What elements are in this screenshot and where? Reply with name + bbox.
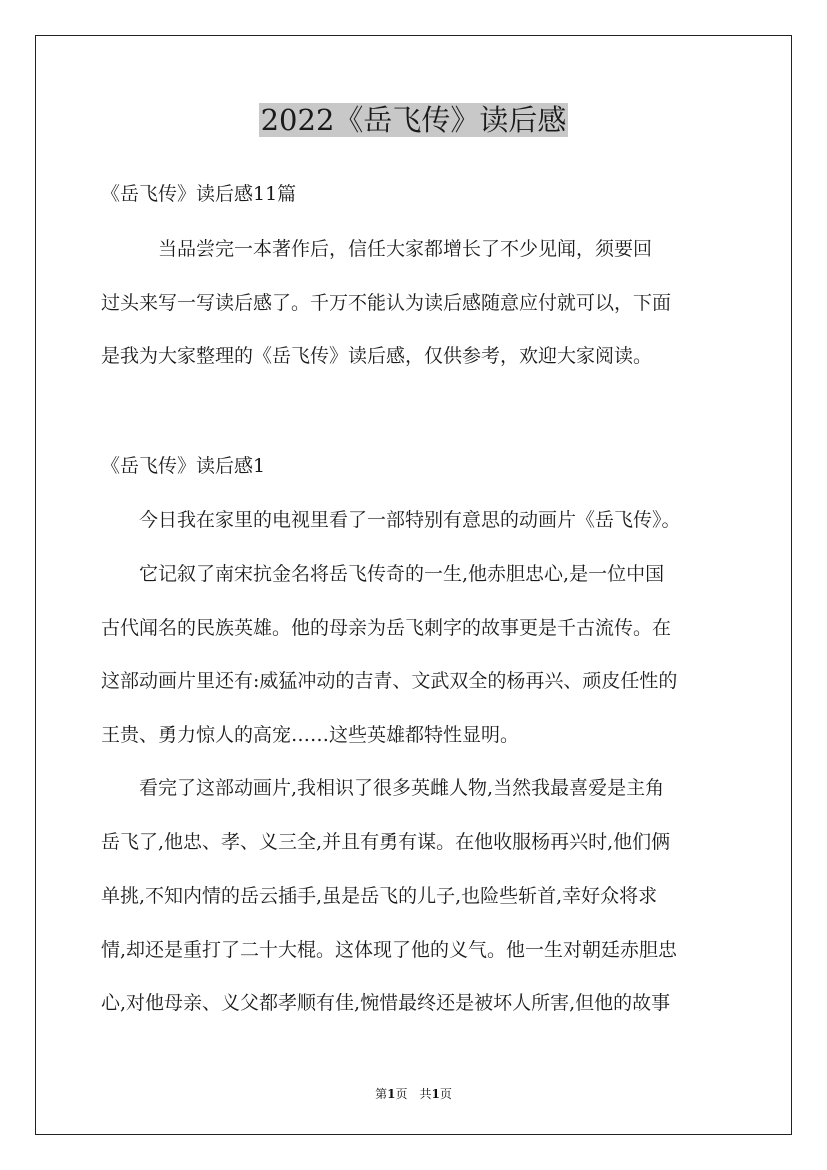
footer-page-number: 1 [387, 1087, 396, 1101]
footer-prefix: 第 [375, 1087, 388, 1101]
section-heading: 《岳飞传》读后感1 [101, 455, 266, 477]
body-line: 单挑,不知内情的岳云插手,虽是岳飞的儿子,也险些斩首,幸好众将求 [101, 885, 658, 907]
body-line: 岳飞了,他忠、孝、义三全,并且有勇有谋。在他收服杨再兴时,他们俩 [101, 831, 671, 853]
footer-mid: 页 共 [395, 1087, 432, 1101]
body-line: 古代闻名的民族英雄。他的母亲为岳飞刺字的故事更是千古流传。在 [101, 617, 672, 639]
document-subtitle: 《岳飞传》读后感11篇 [101, 183, 297, 205]
intro-line: 当品尝完一本著作后，信任大家都增长了不少见闻，须要回 [101, 238, 653, 260]
footer-suffix: 页 [439, 1087, 452, 1101]
body-line: 情,却还是重打了二十大棍。这体现了他的义气。他一生对朝廷赤胆忠 [101, 939, 678, 961]
footer-total-pages: 1 [431, 1087, 440, 1101]
intro-line: 是我为大家整理的《岳飞传》读后感，仅供参考，欢迎大家阅读。 [101, 345, 653, 367]
body-line: 这部动画片里还有:威猛冲动的吉青、文武双全的杨再兴、顽皮任性的 [101, 670, 678, 692]
body-line: 心,对他母亲、义父都孝顺有佳,惋惜最终还是被坏人所害,但他的故事 [101, 992, 671, 1014]
document-title [0, 100, 827, 140]
body-line: 看完了这部动画片,我相识了很多英雌人物,当然我最喜爱是主角 [101, 777, 665, 799]
title-text: 2022《岳飞传》读后感 [260, 103, 567, 137]
intro-line: 过头来写一写读后感了。千万不能认为读后感随意应付就可以，下面 [101, 292, 672, 314]
page-footer [0, 1085, 827, 1102]
body-line: 它记叙了南宋抗金名将岳飞传奇的一生,他赤胆忠心,是一位中国 [101, 563, 665, 585]
body-line: 王贵、勇力惊人的高宠……这些英雄都特性显明。 [101, 724, 520, 746]
body-line: 今日我在家里的电视里看了一部特别有意思的动画片《岳飞传》。 [101, 509, 681, 531]
